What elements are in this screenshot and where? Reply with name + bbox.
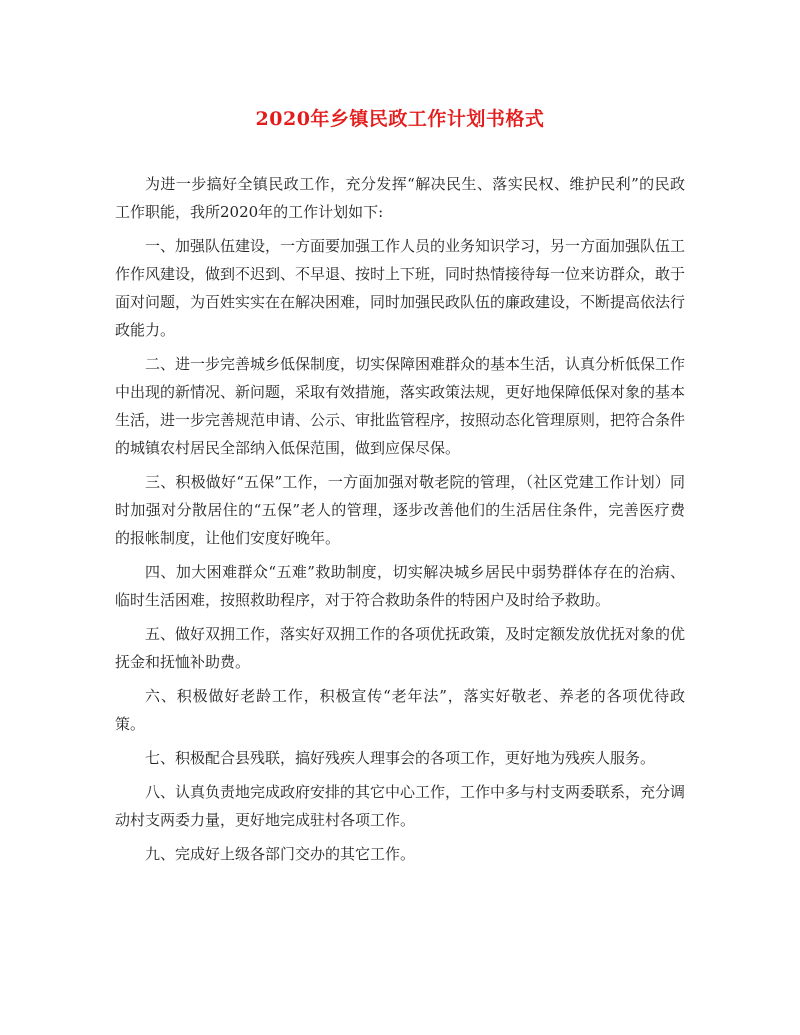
paragraph-item-7: 七、积极配合县残联，搞好残疾人理事会的各项工作，更好地为残疾人服务。 [145, 749, 656, 767]
paragraph-item-8: 八、认真负责地完成政府安排的其它中心工作，工作中多与村支两委联系，充分调动村支两委力量，更好地完成驻村各项工作。 [115, 783, 686, 829]
document-body [115, 170, 685, 874]
paragraph-item-4: 四、加大困难群众“五难”救助制度，切实解决城乡居民中弱势群体存在的治病、临时生活困难，按照救助程序，对于符合救助条件的特困户及时给予救助。 [115, 563, 685, 609]
paragraph-intro: 为进一步搞好全镇民政工作，充分发挥“解决民生、落实民权、维护民利”的民政工作职能，我所2020年的工作计划如下: [115, 175, 685, 221]
paragraph-item-1: 一、加强队伍建设，一方面要加强工作人员的业务知识学习，另一方面加强队伍工作作风建设，做到不迟到、不早退、按时上下班，同时热情接待每一位来访群众，敢于面对问题，为百姓实实在在解决困难，同时加强民政队伍的廉政建设，不断提高依法行政能力。 [115, 237, 686, 339]
paragraph-item-3: 三、积极做好“五保”工作，一方面加强对敬老院的管理，（社区党建工作计划）同时加强对分散居住的“五保”老人的管理，逐步改善他们的生活居住条件，完善医疗费的报帐制度，让他们安度好晚年。 [115, 473, 685, 547]
document-title: 2020年乡镇民政工作计划书格式 [255, 108, 545, 130]
paragraph-item-9: 九、完成好上级各部门交办的其它工作。 [145, 845, 416, 863]
paragraph-item-2: 二、进一步完善城乡低保制度，切实保障困难群众的基本生活，认真分析低保工作中出现的新情况、新问题，采取有效措施，落实政策法规，更好地保障低保对象的基本生活，进一步完善规范申请、公示、审批监管程序，按照动态化管理原则，把符合条件的城镇农村居民全部纳入低保范围，做到应保尽保。 [115, 355, 686, 457]
paragraph-item-6: 六、积极做好老龄工作，积极宣传“老年法”，落实好敬老、养老的各项优待政策。 [115, 687, 685, 733]
paragraph-item-5: 五、做好双拥工作，落实好双拥工作的各项优抚政策，及时定额发放优抚对象的优抚金和抚恤补助费。 [115, 625, 686, 671]
